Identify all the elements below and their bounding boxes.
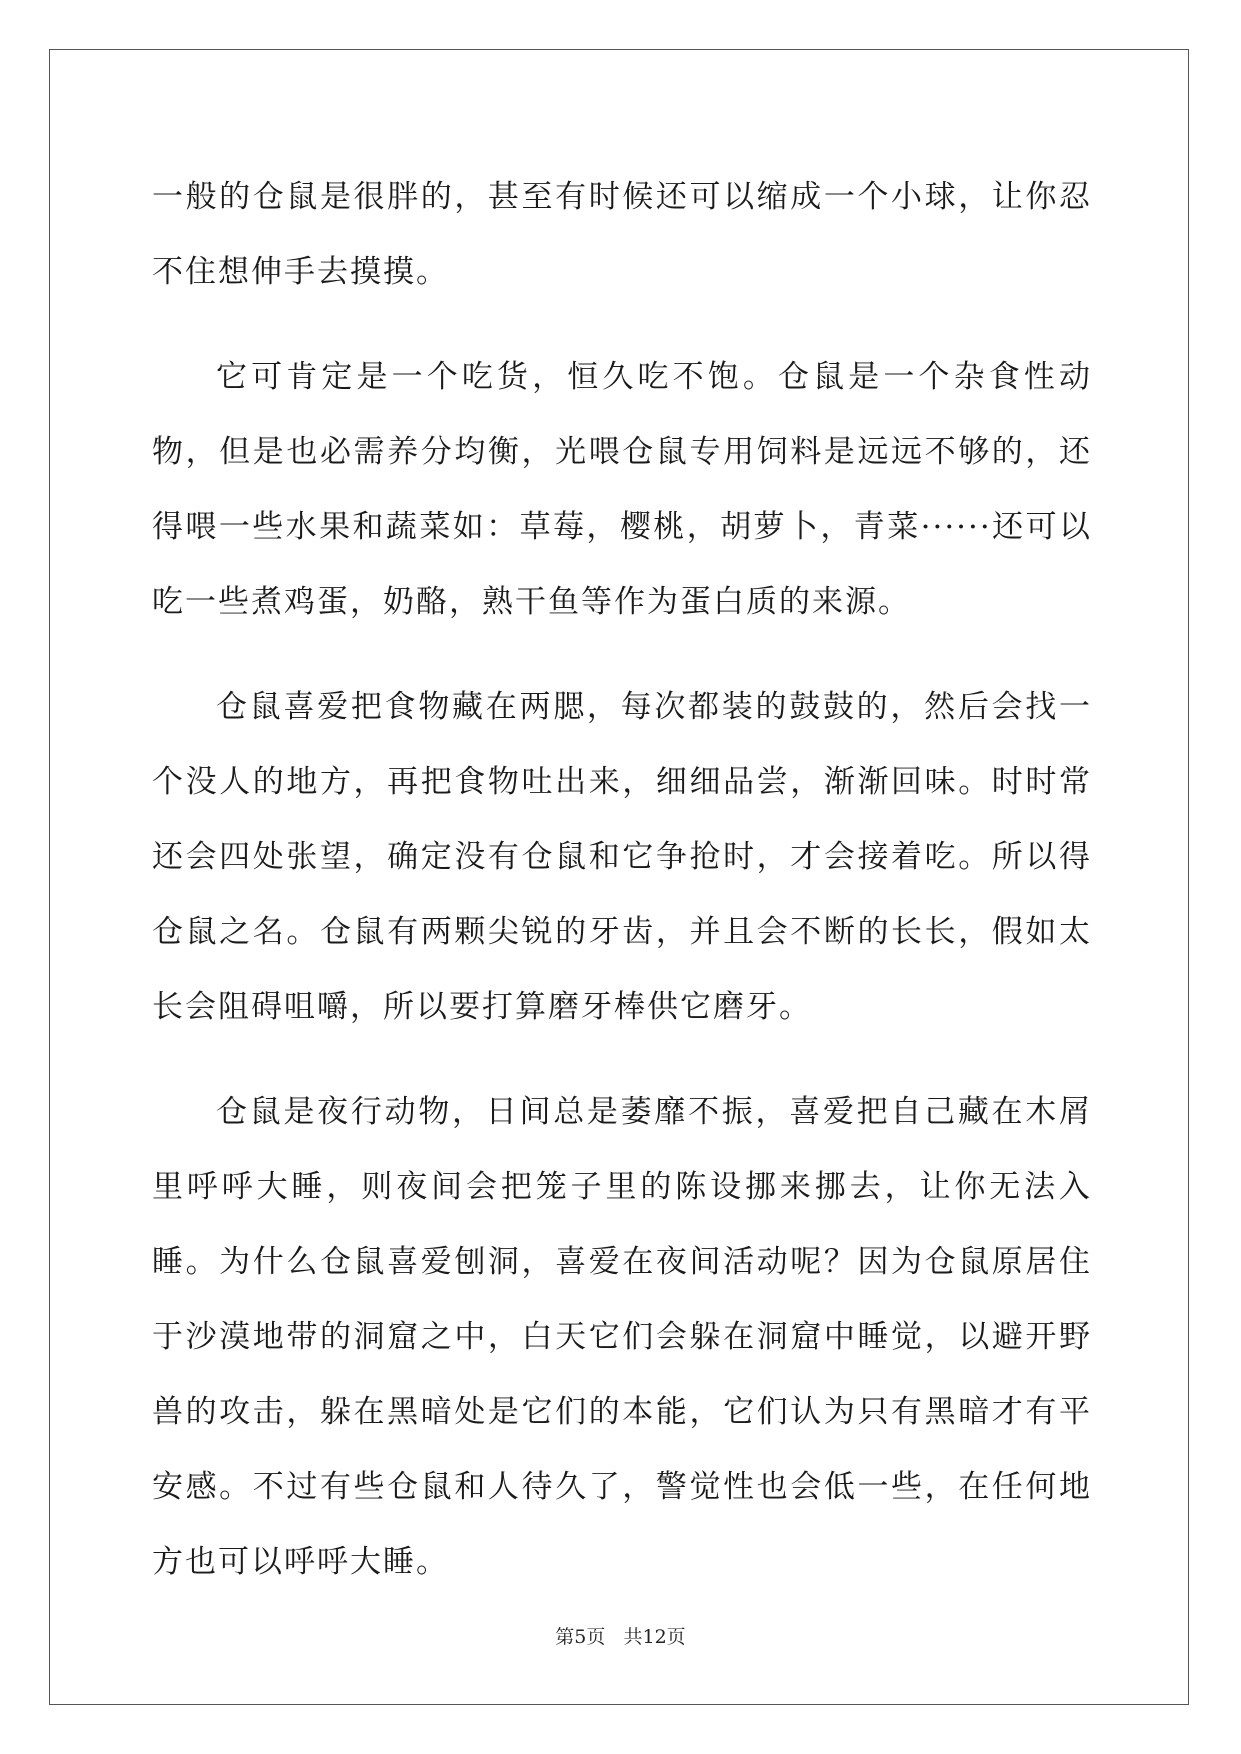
paragraph-2: 它可肯定是一个吃货，恒久吃不饱。仓鼠是一个杂食性动物，但是也必需养分均衡，光喂仓鼠专用饲料是远远不够的，还得喂一些水果和蔬菜如：草莓，樱桃，胡萝卜，青菜······还可以吃一些煮鸡蛋，奶酪，熟干鱼等作为蛋白质的来源。 (152, 359, 1092, 620)
paragraph-3: 仓鼠喜爱把食物藏在两腮，每次都装的鼓鼓的，然后会找一个没人的地方，再把食物吐出来，细细品尝，渐渐回味。时时常还会四处张望，确定没有仓鼠和它争抢时，才会接着吃。所以得仓鼠之名。仓鼠有两颗尖锐的牙齿，并且会不断的长长，假如太长会阻碍咀嚼，所以要打算磨牙棒供它磨牙。 (152, 689, 1092, 1025)
paragraph-1: 一般的仓鼠是很胖的，甚至有时候还可以缩成一个小球，让你忍不住想伸手去摸摸。 (152, 179, 1092, 290)
document-body (152, 160, 1092, 1630)
page-number: 第5页 共12页 (555, 1626, 686, 1648)
paragraph-4: 仓鼠是夜行动物，日间总是萎靡不振，喜爱把自己藏在木屑里呼呼大睡，则夜间会把笼子里的陈设挪来挪去，让你无法入睡。为什么仓鼠喜爱刨洞，喜爱在夜间活动呢？因为仓鼠原居住于沙漠地带的洞窟之中，白天它们会躲在洞窟中睡觉，以避开野兽的攻击，躲在黑暗处是它们的本能，它们认为只有黑暗才有平安感。不过有些仓鼠和人待久了，警觉性也会低一些，在任何地方也可以呼呼大睡。 (152, 1094, 1092, 1580)
